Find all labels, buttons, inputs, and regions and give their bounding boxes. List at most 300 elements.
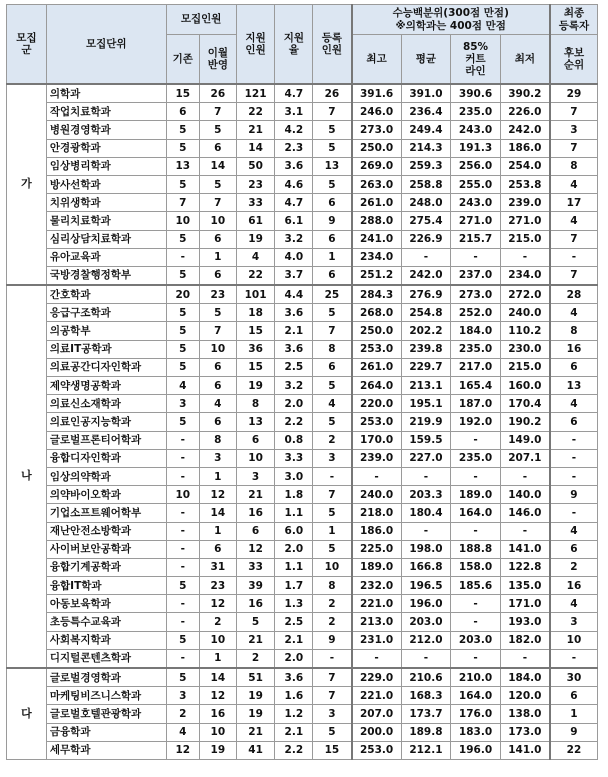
cell-quota-base: - [166,649,199,668]
cell-csat-max: 263.0 [352,175,402,193]
cell-ratio: 3.2 [275,377,313,395]
cell-waitlist: 4 [550,212,598,230]
cell-quota-carry: 16 [200,705,237,723]
cell-quota-base: 5 [166,322,199,340]
cell-csat-cut85: - [451,467,501,485]
cell-waitlist: 2 [550,558,598,576]
table-row [7,449,598,467]
cell-csat-min: 173.0 [500,723,550,741]
cell-csat-avg: - [401,649,451,668]
cell-unit: 기업소프트웨어학부 [46,504,166,522]
cell-unit: 융합디자인학과 [46,449,166,467]
cell-csat-min: 234.0 [500,266,550,285]
cell-csat-avg: 391.0 [401,84,451,103]
cell-enrolled: 7 [313,668,352,687]
cell-enrolled: 5 [313,504,352,522]
cell-csat-avg: - [401,522,451,540]
cell-csat-avg: 213.1 [401,377,451,395]
cell-ratio: 4.6 [275,175,313,193]
cell-csat-max: 253.0 [352,340,402,358]
cell-applicants: 33 [236,194,275,212]
cell-ratio: 1.7 [275,577,313,595]
cell-csat-max: 264.0 [352,377,402,395]
cell-csat-min: 242.0 [500,121,550,139]
header-ratio: 지원 율 [275,5,313,85]
cell-enrolled: 25 [313,285,352,304]
cell-csat-cut85: 196.0 [451,741,501,759]
header-quota-carry: 이월 반영 [200,35,237,85]
cell-quota-base: 5 [166,139,199,157]
cell-unit: 의료신소재학과 [46,395,166,413]
cell-csat-max: 250.0 [352,322,402,340]
cell-enrolled: 3 [313,449,352,467]
cell-enrolled: 6 [313,358,352,376]
cell-quota-carry: 1 [200,248,237,266]
cell-enrolled: 3 [313,705,352,723]
cell-ratio: 3.1 [275,103,313,121]
table-row [7,577,598,595]
cell-waitlist: 3 [550,613,598,631]
cell-csat-max: 239.0 [352,449,402,467]
cell-csat-max: 261.0 [352,358,402,376]
cell-ratio: 2.5 [275,358,313,376]
cell-csat-max: 269.0 [352,157,402,175]
cell-ratio: 3.6 [275,668,313,687]
cell-unit: 유아교육과 [46,248,166,266]
cell-csat-max: 246.0 [352,103,402,121]
cell-quota-base: 12 [166,741,199,759]
cell-csat-max: 240.0 [352,486,402,504]
cell-ratio: 2.0 [275,395,313,413]
cell-csat-max: 200.0 [352,723,402,741]
cell-csat-max: 268.0 [352,304,402,322]
cell-csat-max: 225.0 [352,540,402,558]
cell-applicants: 10 [236,449,275,467]
cell-quota-carry: 1 [200,467,237,485]
cell-applicants: 15 [236,358,275,376]
cell-csat-avg: 196.0 [401,595,451,613]
cell-applicants: 19 [236,687,275,705]
cell-applicants: 8 [236,395,275,413]
cell-enrolled: 2 [313,613,352,631]
cell-ratio: 1.1 [275,504,313,522]
table-row [7,212,598,230]
cell-ratio: 6.0 [275,522,313,540]
cell-csat-min: 120.0 [500,687,550,705]
cell-quota-base: 2 [166,705,199,723]
cell-quota-base: - [166,595,199,613]
cell-csat-avg: 168.3 [401,687,451,705]
cell-csat-min: 146.0 [500,504,550,522]
cell-waitlist: 16 [550,577,598,595]
table-row [7,486,598,504]
cell-unit: 물리치료학과 [46,212,166,230]
table-row [7,613,598,631]
cell-quota-base: 5 [166,631,199,649]
cell-csat-avg: 159.5 [401,431,451,449]
cell-waitlist: 4 [550,595,598,613]
cell-csat-cut85: 217.0 [451,358,501,376]
cell-quota-base: - [166,540,199,558]
table-row [7,687,598,705]
cell-quota-carry: 10 [200,340,237,358]
admission-results-table-container [6,4,598,760]
cell-waitlist: 6 [550,413,598,431]
table-header [7,5,598,85]
cell-csat-avg: 189.8 [401,723,451,741]
cell-unit: 국방경찰행정학부 [46,266,166,285]
cell-csat-cut85: 243.0 [451,121,501,139]
cell-quota-base: 3 [166,687,199,705]
cell-csat-cut85: 164.0 [451,504,501,522]
cell-waitlist: - [550,248,598,266]
cell-csat-cut85: 185.6 [451,577,501,595]
cell-quota-base: 6 [166,103,199,121]
cell-quota-base: - [166,467,199,485]
cell-quota-base: - [166,558,199,576]
cell-csat-avg: 196.5 [401,577,451,595]
table-row [7,504,598,522]
cell-csat-cut85: 252.0 [451,304,501,322]
cell-quota-base: 7 [166,194,199,212]
cell-csat-min: 230.0 [500,340,550,358]
cell-quota-carry: 23 [200,577,237,595]
cell-enrolled: 7 [313,322,352,340]
cell-csat-min: 239.0 [500,194,550,212]
cell-csat-max: - [352,467,402,485]
cell-unit: 융합IT학과 [46,577,166,595]
cell-enrolled: 6 [313,194,352,212]
cell-csat-avg: 195.1 [401,395,451,413]
cell-waitlist: 6 [550,540,598,558]
cell-csat-min: 135.0 [500,577,550,595]
cell-applicants: 19 [236,230,275,248]
cell-ratio: 2.3 [275,139,313,157]
cell-csat-cut85: - [451,649,501,668]
cell-csat-min: - [500,248,550,266]
cell-quota-base: - [166,449,199,467]
cell-csat-avg: 242.0 [401,266,451,285]
table-row [7,395,598,413]
cell-csat-avg: 166.8 [401,558,451,576]
table-row [7,175,598,193]
cell-csat-max: 218.0 [352,504,402,522]
cell-csat-min: 390.2 [500,84,550,103]
cell-quota-carry: 23 [200,285,237,304]
cell-applicants: 6 [236,522,275,540]
cell-quota-carry: 2 [200,613,237,631]
cell-csat-max: 189.0 [352,558,402,576]
cell-csat-min: 253.8 [500,175,550,193]
table-row [7,139,598,157]
cell-unit: 의료공간디자인학과 [46,358,166,376]
cell-csat-max: 207.0 [352,705,402,723]
cell-unit: 사이버보안공학과 [46,540,166,558]
cell-unit: 제약생명공학과 [46,377,166,395]
table-row [7,595,598,613]
header-enrolled: 등록 인원 [313,5,352,85]
cell-applicants: 22 [236,103,275,121]
cell-unit: 병원경영학과 [46,121,166,139]
cell-ratio: 4.7 [275,194,313,212]
cell-csat-max: 273.0 [352,121,402,139]
cell-csat-avg: 276.9 [401,285,451,304]
cell-applicants: 3 [236,467,275,485]
cell-unit: 글로벌경영학과 [46,668,166,687]
cell-quota-base: - [166,613,199,631]
cell-csat-cut85: 210.0 [451,668,501,687]
cell-csat-min: 271.0 [500,212,550,230]
cell-csat-min: 138.0 [500,705,550,723]
cell-waitlist: 7 [550,139,598,157]
table-row [7,431,598,449]
cell-unit: 초등특수교육과 [46,613,166,631]
cell-unit: 융합기계공학과 [46,558,166,576]
cell-ratio: 1.8 [275,486,313,504]
cell-csat-cut85: 235.0 [451,103,501,121]
cell-enrolled: 8 [313,340,352,358]
cell-applicants: 121 [236,84,275,103]
cell-csat-avg: 229.7 [401,358,451,376]
cell-waitlist: 3 [550,121,598,139]
cell-csat-max: 253.0 [352,741,402,759]
cell-csat-max: 221.0 [352,595,402,613]
cell-quota-carry: 6 [200,266,237,285]
table-row [7,723,598,741]
cell-csat-cut85: 203.0 [451,631,501,649]
cell-csat-avg: - [401,467,451,485]
header-quota: 모집인원 [166,5,236,35]
cell-csat-cut85: 164.0 [451,687,501,705]
cell-csat-max: 241.0 [352,230,402,248]
table-row [7,741,598,759]
cell-csat-cut85: 187.0 [451,395,501,413]
cell-applicants: 61 [236,212,275,230]
table-row [7,285,598,304]
cell-csat-cut85: 183.0 [451,723,501,741]
cell-waitlist: 30 [550,668,598,687]
cell-csat-avg: 203.0 [401,613,451,631]
header-avg: 평균 [401,35,451,85]
cell-quota-base: - [166,431,199,449]
cell-applicants: 18 [236,304,275,322]
cell-applicants: 16 [236,595,275,613]
cell-ratio: 2.1 [275,723,313,741]
cell-quota-carry: 8 [200,431,237,449]
cell-csat-cut85: 235.0 [451,340,501,358]
cell-csat-min: 141.0 [500,540,550,558]
cell-applicants: 14 [236,139,275,157]
cell-csat-min: - [500,649,550,668]
cell-csat-avg: 226.9 [401,230,451,248]
cell-quota-base: 5 [166,175,199,193]
cell-csat-max: 231.0 [352,631,402,649]
cell-quota-carry: 6 [200,377,237,395]
cell-waitlist: 16 [550,340,598,358]
cell-waitlist: - [550,431,598,449]
cell-enrolled: 6 [313,266,352,285]
cell-csat-min: 110.2 [500,322,550,340]
cell-quota-base: 5 [166,413,199,431]
cell-quota-base: - [166,504,199,522]
header-waitlist: 후보 순위 [550,35,598,85]
table-row [7,649,598,668]
cell-quota-carry: 26 [200,84,237,103]
cell-csat-avg: 212.0 [401,631,451,649]
table-row [7,304,598,322]
cell-quota-base: 10 [166,212,199,230]
cell-unit: 의공학부 [46,322,166,340]
cell-unit: 작업치료학과 [46,103,166,121]
cell-ratio: 2.2 [275,413,313,431]
cell-applicants: 41 [236,741,275,759]
cell-quota-carry: 7 [200,103,237,121]
group-label: 가 [7,84,47,285]
cell-applicants: 15 [236,322,275,340]
cell-csat-max: 250.0 [352,139,402,157]
cell-quota-carry: 19 [200,741,237,759]
cell-ratio: 1.1 [275,558,313,576]
cell-csat-avg: 239.8 [401,340,451,358]
cell-csat-cut85: 189.0 [451,486,501,504]
cell-enrolled: 9 [313,631,352,649]
cell-waitlist: 1 [550,705,598,723]
cell-csat-max: 288.0 [352,212,402,230]
cell-waitlist: 8 [550,157,598,175]
cell-quota-carry: 1 [200,649,237,668]
cell-waitlist: 6 [550,358,598,376]
cell-quota-carry: 6 [200,230,237,248]
cell-csat-cut85: 235.0 [451,449,501,467]
cell-csat-cut85: 165.4 [451,377,501,395]
cell-unit: 글로벌호텔관광학과 [46,705,166,723]
cell-applicants: 6 [236,431,275,449]
cell-unit: 치위생학과 [46,194,166,212]
cell-enrolled: 2 [313,431,352,449]
table-row [7,322,598,340]
cell-quota-base: 4 [166,723,199,741]
cell-csat-min: 140.0 [500,486,550,504]
cell-waitlist: - [550,467,598,485]
cell-quota-carry: 6 [200,139,237,157]
cell-unit: 심리상담치료학과 [46,230,166,248]
header-cut85: 85% 커트 라인 [451,35,501,85]
cell-enrolled: 15 [313,741,352,759]
cell-ratio: 4.4 [275,285,313,304]
cell-csat-max: 232.0 [352,577,402,595]
table-row [7,631,598,649]
cell-csat-avg: 258.8 [401,175,451,193]
cell-ratio: 1.3 [275,595,313,613]
table-row [7,558,598,576]
cell-enrolled: 5 [313,723,352,741]
cell-ratio: 3.0 [275,467,313,485]
cell-csat-min: 186.0 [500,139,550,157]
cell-csat-max: 234.0 [352,248,402,266]
cell-quota-base: 15 [166,84,199,103]
cell-waitlist: 17 [550,194,598,212]
cell-ratio: 2.1 [275,322,313,340]
cell-ratio: 3.3 [275,449,313,467]
cell-unit: 재난안전소방학과 [46,522,166,540]
cell-csat-avg: - [401,248,451,266]
table-row [7,121,598,139]
cell-quota-carry: 5 [200,304,237,322]
cell-quota-base: 5 [166,266,199,285]
cell-applicants: 21 [236,121,275,139]
cell-quota-carry: 1 [200,522,237,540]
cell-quota-base: - [166,248,199,266]
cell-applicants: 36 [236,340,275,358]
table-row [7,467,598,485]
cell-csat-min: 240.0 [500,304,550,322]
cell-unit: 응급구조학과 [46,304,166,322]
cell-csat-cut85: - [451,522,501,540]
cell-ratio: 3.6 [275,157,313,175]
cell-enrolled: - [313,467,352,485]
cell-applicants: 33 [236,558,275,576]
cell-ratio: 3.6 [275,340,313,358]
cell-unit: 의약바이오학과 [46,486,166,504]
cell-applicants: 101 [236,285,275,304]
cell-csat-avg: 173.7 [401,705,451,723]
cell-ratio: 1.2 [275,705,313,723]
cell-csat-min: 171.0 [500,595,550,613]
cell-unit: 디지털콘텐츠학과 [46,649,166,668]
cell-applicants: 5 [236,613,275,631]
cell-csat-cut85: 215.7 [451,230,501,248]
table-row [7,413,598,431]
cell-csat-avg: 202.2 [401,322,451,340]
cell-csat-max: - [352,649,402,668]
cell-csat-min: 190.2 [500,413,550,431]
cell-csat-cut85: 237.0 [451,266,501,285]
cell-csat-cut85: 191.3 [451,139,501,157]
table-row [7,377,598,395]
cell-csat-avg: 248.0 [401,194,451,212]
cell-applicants: 12 [236,540,275,558]
cell-csat-cut85: 271.0 [451,212,501,230]
group-label: 나 [7,285,47,668]
cell-unit: 금융학과 [46,723,166,741]
cell-quota-carry: 6 [200,413,237,431]
cell-enrolled: 5 [313,175,352,193]
cell-csat-avg: 212.1 [401,741,451,759]
cell-waitlist: - [550,649,598,668]
table-row [7,266,598,285]
cell-csat-cut85: 273.0 [451,285,501,304]
table-row [7,248,598,266]
cell-csat-max: 220.0 [352,395,402,413]
cell-quota-base: 20 [166,285,199,304]
cell-quota-carry: 6 [200,540,237,558]
cell-csat-avg: 254.8 [401,304,451,322]
cell-unit: 임상의약학과 [46,467,166,485]
header-max: 최고 [352,35,402,85]
cell-quota-carry: 10 [200,631,237,649]
cell-quota-carry: 10 [200,212,237,230]
cell-enrolled: 7 [313,103,352,121]
cell-unit: 의료IT공학과 [46,340,166,358]
cell-applicants: 23 [236,175,275,193]
cell-csat-min: 254.0 [500,157,550,175]
cell-unit: 아동보육학과 [46,595,166,613]
cell-ratio: 6.1 [275,212,313,230]
cell-csat-max: 170.0 [352,431,402,449]
cell-enrolled: 1 [313,522,352,540]
cell-enrolled: 9 [313,212,352,230]
cell-csat-avg: 210.6 [401,668,451,687]
